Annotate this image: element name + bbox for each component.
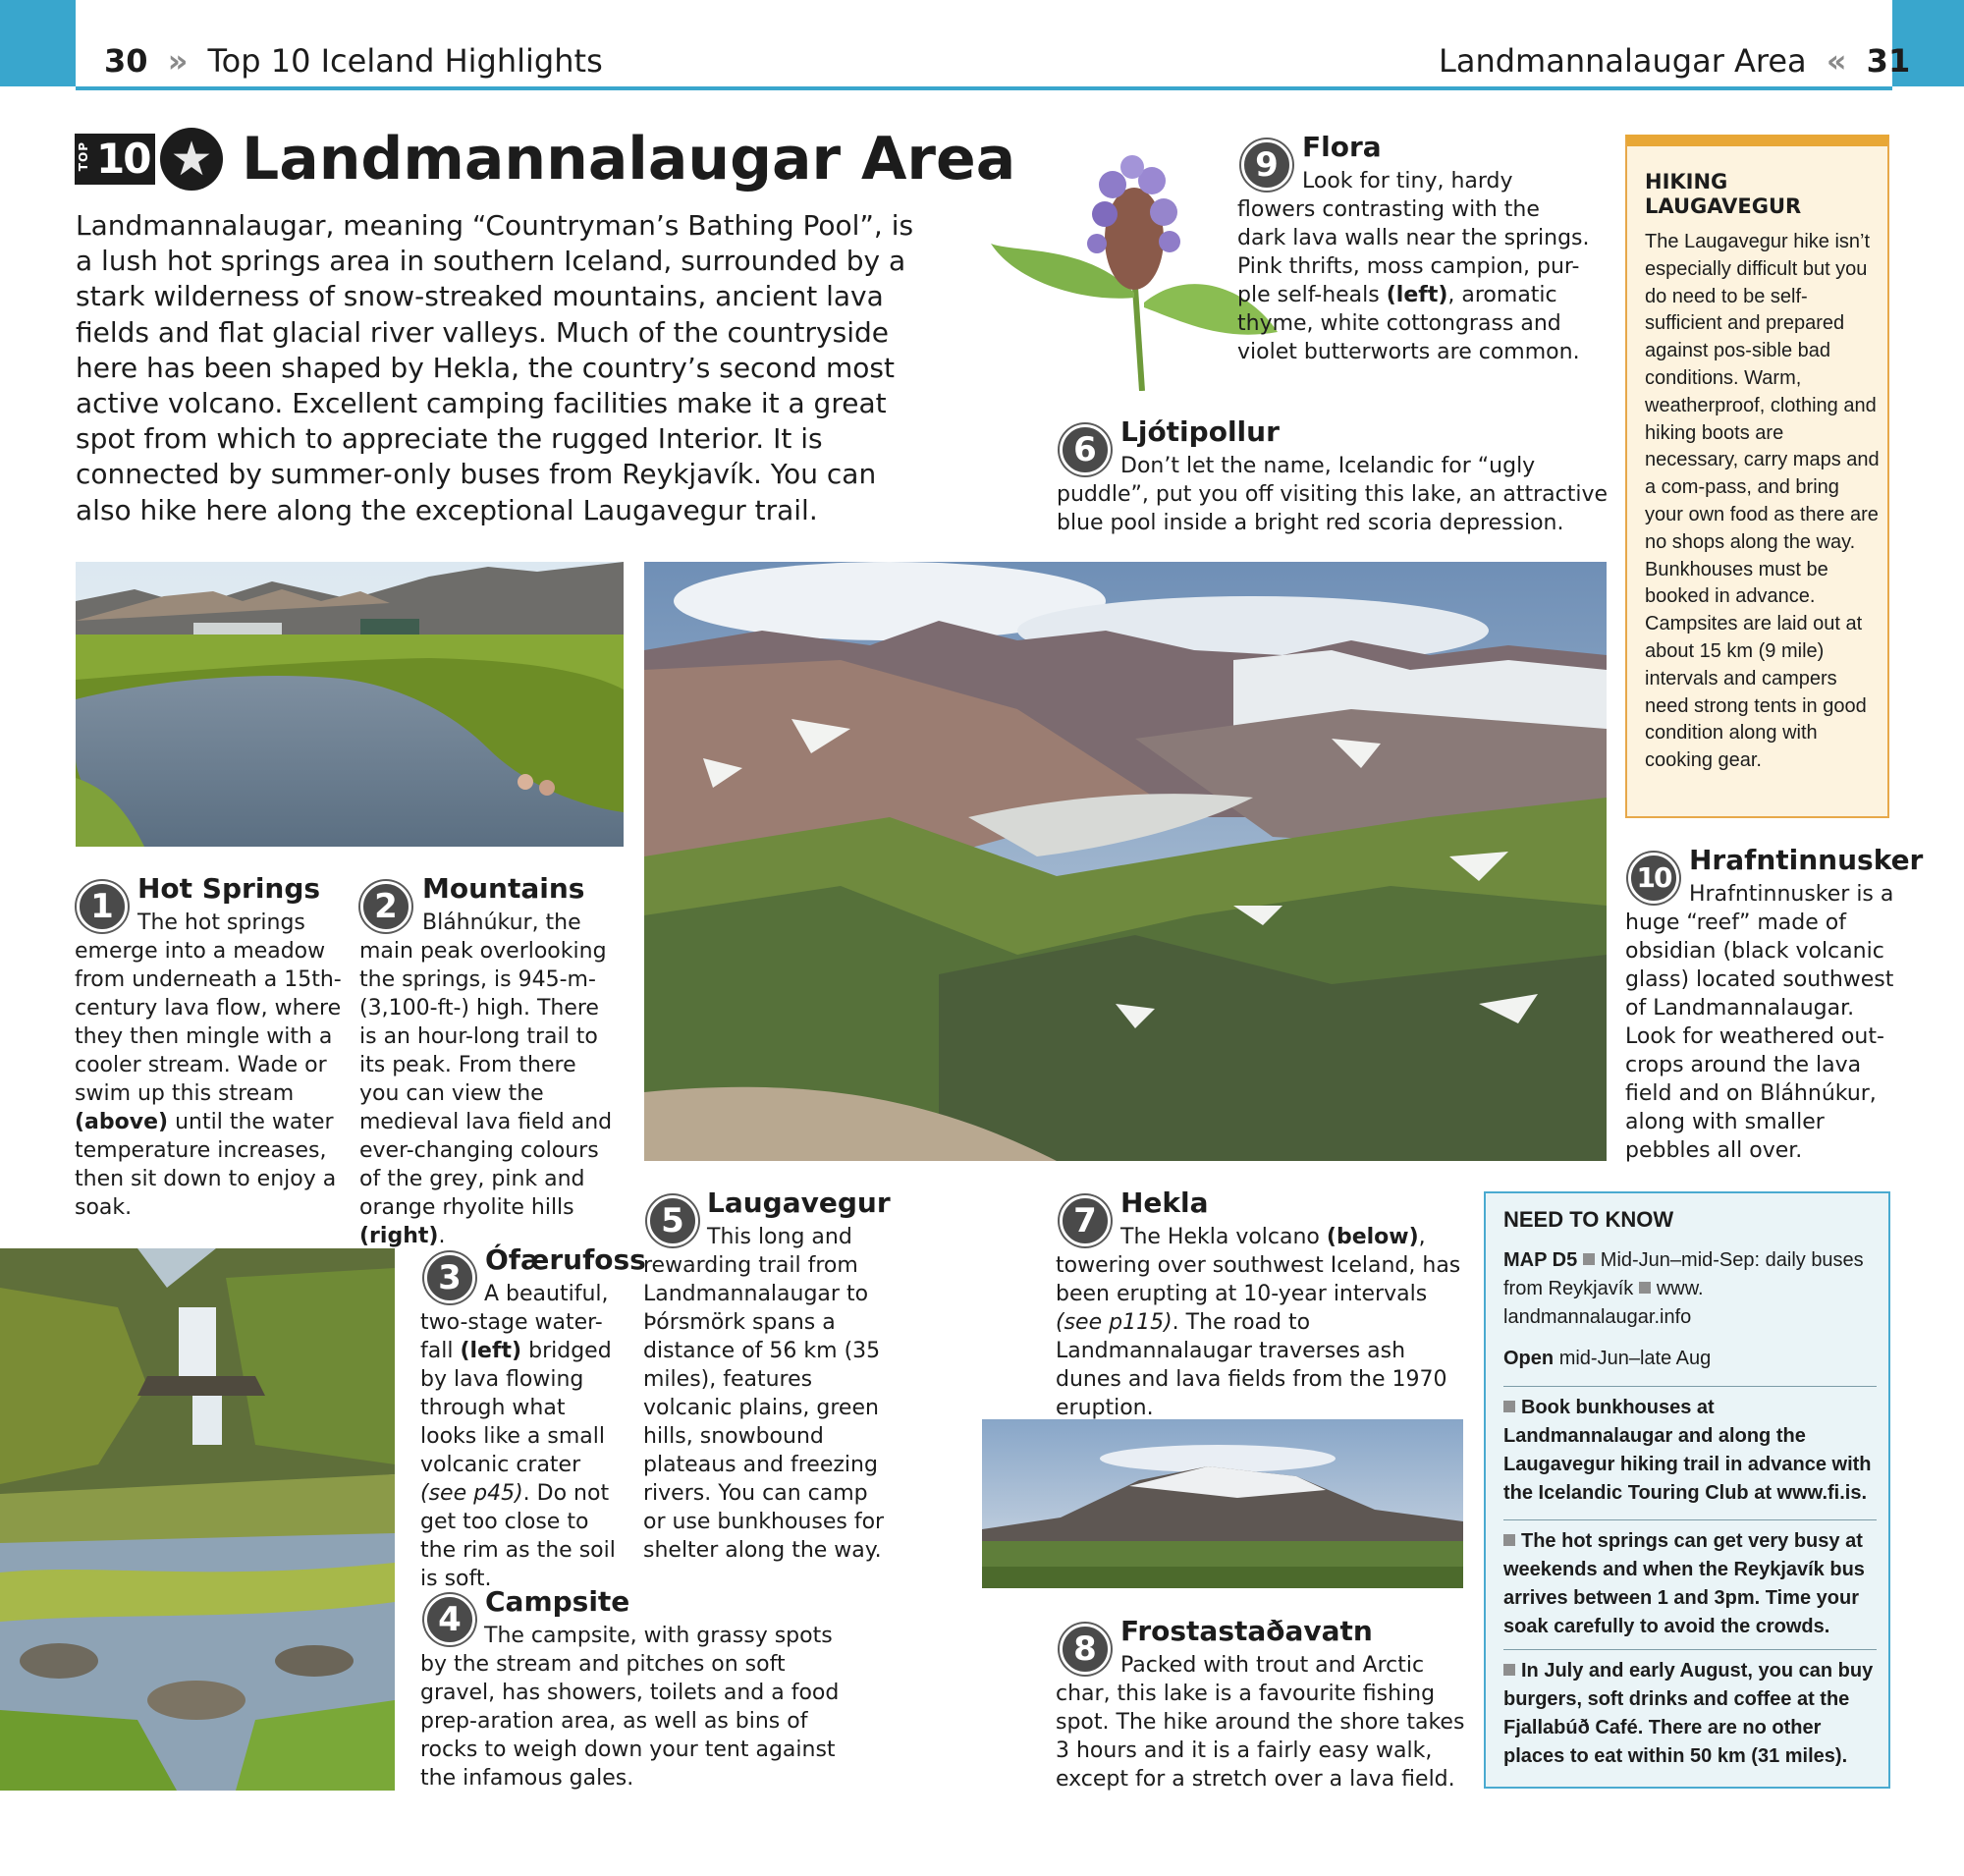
section-body-ofaerufoss <box>420 1280 627 1593</box>
hiking-box-text: The Laugavegur hike isn’t especially difficult but you do need to be self-sufficient and prepared against pos-sible bad conditions. Warm, weatherproof, clothing and hiking boots are necessary, carry maps and a com-pass, and bring your own food as there are no shops along the way. Bunkhouses must be booked in advance. Campsites are laid out at about 15 km (9 mile) intervals and campers need strong tents in good condition along with cooking gear. <box>1645 231 1880 772</box>
page-title: Landmannalaugar Area <box>242 125 1016 193</box>
section-body-frostastadavatn: Packed with trout and Arctic char, this lake is a favourite fishing spot. The hike around the shore takes 3 hours and it is a fairly easy walk, except for a stretch over a lava field. <box>1056 1653 1465 1792</box>
open-label: Open <box>1503 1348 1555 1369</box>
section-body-hot-springs <box>75 909 342 1222</box>
open-text: mid-Jun–late Aug <box>1558 1348 1712 1369</box>
hekla-text-a: The Hekla volcano <box>1120 1225 1327 1249</box>
number-badge-3: 3 <box>424 1252 475 1303</box>
number-badge-2: 2 <box>360 881 411 932</box>
number-badge-5: 5 <box>647 1195 698 1246</box>
divider <box>1503 1519 1877 1520</box>
section-title-hot-springs: Hot Springs <box>137 872 321 905</box>
section-title-ofaerufoss: Ófærufoss <box>485 1243 646 1276</box>
tip-item-2 <box>1503 1527 1877 1641</box>
ofaerufoss-see: (see p45) <box>420 1481 523 1506</box>
number-badge-6: 6 <box>1060 424 1111 475</box>
need-to-know-open <box>1503 1345 1877 1373</box>
flora-text-a: Look for tiny, hardy flowers contrasting with the dark lava walls near the springs. Pink thrifts, moss campion, pur-ple self-heals <box>1237 169 1590 307</box>
hiking-box-title: HIKING LAUGAVEGUR <box>1645 170 1802 218</box>
need-to-know-map <box>1503 1246 1877 1332</box>
hekla-photo <box>982 1419 1463 1588</box>
ofaerufoss-text-b: bridged by lava flowing through what looks like a small volcanic crater <box>420 1339 612 1477</box>
number-badge-7: 7 <box>1060 1195 1111 1246</box>
running-header-right <box>1439 41 1910 81</box>
ofaerufoss-text-a: A beautiful, two-stage water-fall <box>420 1282 609 1363</box>
page-number-right: 31 <box>1866 42 1911 80</box>
square-bullet-icon <box>1639 1282 1651 1294</box>
section-body-hrafntinnusker: Hrafntinnusker is a huge “reef” made of obsidian (black volcanic glass) located southwest of Landmannalaugar. Look for weathered out-crops around the lava field and on Bláhnúkur, along with smaller pebbles all over. <box>1625 882 1894 1163</box>
tip-item-1 <box>1503 1394 1877 1508</box>
section-name-left: Top 10 Iceland Highlights <box>207 42 603 80</box>
chevron-left-icon: « <box>1826 42 1847 80</box>
hot-springs-photo <box>76 562 624 847</box>
section-title-campsite: Campsite <box>485 1585 630 1618</box>
mountains-text-b: . <box>438 1224 446 1248</box>
tip-text: In July and early August, you can buy burgers, soft drinks and coffee at the Fjallabúð Café. There are no other places to eat within 50 km (31 miles). <box>1503 1660 1874 1767</box>
number-badge-8: 8 <box>1060 1624 1111 1675</box>
section-body-campsite: The campsite, with grassy spots by the stream and pitches on soft gravel, has showers, toilets and a food prep-aration area, as well as bins of rocks to weigh down your tent against the infamous gales. <box>420 1624 840 1791</box>
header-accent-left <box>0 0 76 86</box>
ofaerufoss-ref: (left) <box>460 1339 522 1363</box>
section-title-hekla: Hekla <box>1120 1186 1209 1219</box>
tip-text: The hot springs can get very busy at weekends and when the Reykjavík bus arrives between 1 and 3pm. Time your soak carefully to avoid the crowds. <box>1503 1530 1865 1637</box>
top10-logo <box>75 134 155 185</box>
number-badge-1: 1 <box>77 881 128 932</box>
square-bullet-icon <box>1503 1401 1515 1412</box>
section-body-mountains <box>359 909 617 1250</box>
website-link[interactable]: www. landmannalaugar.info <box>1503 1278 1704 1328</box>
flora-text-b: , aromatic thyme, white cottongrass and violet butterworts are common. <box>1237 283 1580 364</box>
top10-logo-number: 10 <box>96 135 150 183</box>
waterfall-photo <box>0 1248 395 1791</box>
mountains-photo <box>644 562 1607 1161</box>
square-bullet-icon <box>1503 1664 1515 1676</box>
hekla-see: (see p115) <box>1056 1310 1173 1335</box>
star-icon: ★ <box>160 128 223 191</box>
need-to-know-box <box>1484 1191 1890 1789</box>
hekla-ref: (below) <box>1326 1225 1419 1249</box>
chevron-right-icon: » <box>167 42 189 80</box>
hekla-text-c: . The road to Landmannalaugar traverses ash dunes and lava fields from the 1970 eruption. <box>1056 1310 1447 1420</box>
section-title-hrafntinnusker: Hrafntinnusker <box>1689 844 1924 876</box>
square-bullet-icon <box>1583 1253 1595 1265</box>
section-title-frostastadavatn: Frostastaðavatn <box>1120 1615 1373 1647</box>
mountains-text-a: Bláhnúkur, the main peak overlooking the springs, is 945-m- (3,100-ft-) high. There is an hour-long trail to its peak. From there you can view the medieval lava field and ever-changing colours of the grey, pink and orange rhyolite hills <box>359 910 613 1220</box>
intro-paragraph: Landmannalaugar, meaning “Countryman’s Bathing Pool”, is a lush hot springs area in southern Iceland, surrounded by a stark wilderness of snow-streaked mountains, ancient lava fields and flat glacial river valleys. Much of the countryside here has been shaped by Hekla, the country’s second most active volcano. Excellent camping facilities make it a great spot from which to appreciate the rugged Interior. It is connected by summer-only buses from Reykjavík. You can also hike here along the exceptional Laugavegur trail. <box>76 209 914 526</box>
flora-ref: (left) <box>1386 283 1448 307</box>
divider <box>1503 1649 1877 1650</box>
running-header-left <box>104 41 603 81</box>
map-label: MAP D5 <box>1503 1249 1578 1271</box>
hot-springs-text-b: until the water temperature increases, then sit down to enjoy a soak. <box>75 1110 337 1220</box>
section-body-hekla <box>1056 1223 1468 1422</box>
hiking-laugavegur-box <box>1625 135 1889 818</box>
mountains-ref: (right) <box>359 1224 439 1248</box>
section-title-ljotipollur: Ljótipollur <box>1120 415 1280 448</box>
map-text: Mid-Jun–mid-Sep: daily buses from Reykjavík <box>1503 1249 1864 1299</box>
section-title-mountains: Mountains <box>422 872 585 905</box>
tip-item-3 <box>1503 1657 1877 1771</box>
number-badge-10: 10 <box>1628 853 1679 904</box>
number-badge-9: 9 <box>1241 139 1292 191</box>
hot-springs-ref: (above) <box>75 1110 169 1134</box>
section-body-flora <box>1237 167 1591 366</box>
hot-springs-text-a: The hot springs emerge into a meadow from underneath a 15th-century lava flow, where they then mingle with a cooler stream. Wade or swim up this stream <box>75 910 342 1106</box>
section-body-ljotipollur: Don’t let the name, Icelandic for “ugly puddle”, put you off visiting this lake, an attractive blue pool inside a bright red scoria depression. <box>1057 454 1609 535</box>
section-body-laugavegur: This long and rewarding trail from Landmannalaugar to Þórsmörk spans a distance of 56 km (35 miles), features volcanic plains, green hills, snowbound plateaus and freezing rivers. You can camp or use bunkhouses for shelter along the way. <box>643 1225 885 1563</box>
ofaerufoss-text-c: . Do not get too close to the rim as the soil is soft. <box>420 1481 616 1591</box>
section-title-flora: Flora <box>1302 131 1382 163</box>
need-to-know-title: NEED TO KNOW <box>1503 1207 1674 1232</box>
number-badge-4: 4 <box>424 1594 475 1645</box>
divider <box>1503 1386 1877 1387</box>
hekla-text-b: , towering over southwest Iceland, has been erupting at 10-year intervals <box>1056 1225 1461 1306</box>
page-number-left: 30 <box>104 42 148 80</box>
top10-logo-top: TOP <box>77 141 90 172</box>
section-title-laugavegur: Laugavegur <box>707 1186 891 1219</box>
section-name-right: Landmannalaugar Area <box>1439 42 1807 80</box>
tip-text: Book bunkhouses at Landmannalaugar and along the Laugavegur hiking trail in advance with the Icelandic Touring Club at www.fi.is. <box>1503 1397 1872 1504</box>
square-bullet-icon <box>1503 1534 1515 1546</box>
